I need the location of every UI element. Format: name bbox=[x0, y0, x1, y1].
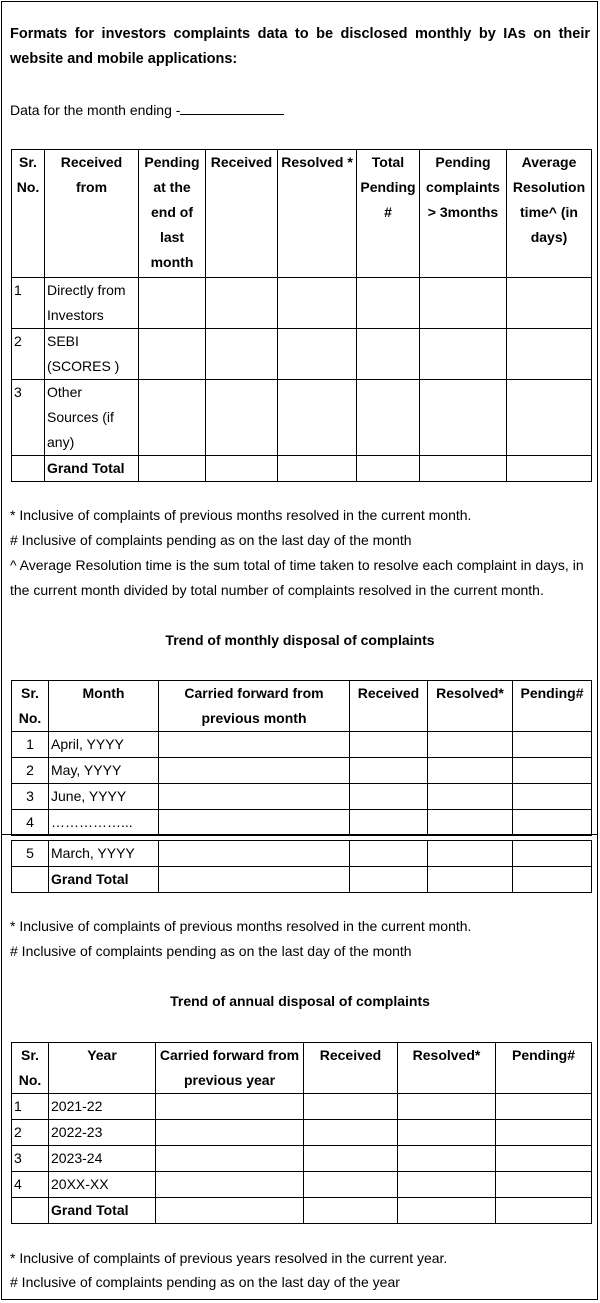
col-header: Carried forward from previous month bbox=[159, 681, 350, 732]
empty-cell bbox=[357, 456, 420, 482]
empty-cell bbox=[350, 758, 428, 784]
empty-cell bbox=[496, 1120, 592, 1146]
footnote: ^ Average Resolution time is the sum total of time taken to resolve each complaint in days, in the current month divided by total number of complaints resolved in the current month. bbox=[10, 557, 584, 598]
col-header: Month bbox=[49, 681, 159, 732]
col-header: Pending at the end of last month bbox=[139, 150, 206, 278]
empty-cell bbox=[206, 456, 278, 482]
col-header: Received from bbox=[45, 150, 139, 278]
sr-cell: 3 bbox=[12, 380, 45, 456]
empty-cell bbox=[156, 1120, 304, 1146]
footnote: # Inclusive of complaints pending as on the last day of the month bbox=[10, 943, 412, 959]
empty-cell bbox=[139, 456, 206, 482]
footnote: * Inclusive of complaints of previous months resolved in the current month. bbox=[10, 918, 472, 934]
col-header: Sr. No. bbox=[12, 150, 45, 278]
table-row bbox=[12, 329, 592, 380]
empty-cell bbox=[428, 810, 513, 836]
empty-cell bbox=[350, 841, 428, 867]
source-cell: SEBI (SCORES ) bbox=[45, 329, 139, 380]
month-cell: ……………... bbox=[49, 810, 159, 836]
empty-cell bbox=[159, 841, 350, 867]
empty-cell bbox=[350, 732, 428, 758]
empty-cell bbox=[278, 278, 357, 329]
col-header: Sr. No. bbox=[12, 681, 49, 732]
empty-cell bbox=[513, 784, 592, 810]
empty-cell bbox=[159, 810, 350, 836]
col-header: Received bbox=[206, 150, 278, 278]
col-header: Total Pending # bbox=[357, 150, 420, 278]
footnote: # Inclusive of complaints pending as on the last day of the year bbox=[10, 1274, 400, 1290]
month-cell: May, YYYY bbox=[49, 758, 159, 784]
empty-cell bbox=[278, 380, 357, 456]
empty-cell bbox=[156, 1198, 304, 1224]
empty-cell bbox=[206, 278, 278, 329]
sr-cell: 2 bbox=[12, 329, 45, 380]
empty-cell bbox=[507, 329, 592, 380]
table-row bbox=[12, 380, 592, 456]
empty-cell bbox=[428, 841, 513, 867]
table-row bbox=[12, 1172, 592, 1198]
empty-cell bbox=[398, 1120, 496, 1146]
empty-cell bbox=[513, 867, 592, 893]
empty-cell bbox=[496, 1198, 592, 1224]
empty-cell bbox=[496, 1146, 592, 1172]
empty-cell bbox=[156, 1146, 304, 1172]
source-cell: Other Sources (if any) bbox=[45, 380, 139, 456]
col-header: Resolved * bbox=[278, 150, 357, 278]
document-heading: Formats for investors complaints data to be disclosed monthly by IAs on their website and mobile applications: bbox=[10, 26, 590, 67]
empty-cell bbox=[420, 278, 507, 329]
empty-cell bbox=[156, 1094, 304, 1120]
sr-cell bbox=[12, 867, 49, 893]
empty-cell bbox=[428, 758, 513, 784]
sr-cell bbox=[12, 456, 45, 482]
year-cell: 2023-24 bbox=[49, 1146, 156, 1172]
month-cell: March, YYYY bbox=[49, 841, 159, 867]
table-row bbox=[12, 784, 592, 810]
empty-cell bbox=[513, 758, 592, 784]
sr-cell: 1 bbox=[12, 732, 49, 758]
empty-cell bbox=[357, 278, 420, 329]
empty-cell bbox=[304, 1120, 398, 1146]
sr-cell: 1 bbox=[12, 1094, 49, 1120]
footnote: * Inclusive of complaints of previous years resolved in the current year. bbox=[10, 1250, 448, 1266]
col-header: Received bbox=[304, 1043, 398, 1094]
grand-total-label: Grand Total bbox=[45, 456, 139, 482]
empty-cell bbox=[278, 329, 357, 380]
month-ending-blank bbox=[180, 102, 284, 115]
monthly-trend-table-continued bbox=[11, 840, 592, 893]
empty-cell bbox=[350, 810, 428, 836]
table-row bbox=[12, 758, 592, 784]
footnote: * Inclusive of complaints of previous months resolved in the current month. bbox=[10, 507, 472, 523]
table-header-row bbox=[12, 1043, 592, 1094]
empty-cell bbox=[513, 732, 592, 758]
col-header: Year bbox=[49, 1043, 156, 1094]
sr-cell bbox=[12, 1198, 49, 1224]
empty-cell bbox=[357, 329, 420, 380]
table-row bbox=[12, 1146, 592, 1172]
empty-cell bbox=[428, 867, 513, 893]
sr-cell: 3 bbox=[12, 1146, 49, 1172]
sr-cell: 3 bbox=[12, 784, 49, 810]
table-header-row bbox=[12, 150, 592, 278]
grand-total-label: Grand Total bbox=[49, 1198, 156, 1224]
sr-cell: 4 bbox=[12, 1172, 49, 1198]
col-header: Carried forward from previous year bbox=[156, 1043, 304, 1094]
sr-cell: 4 bbox=[12, 810, 49, 836]
sr-cell: 1 bbox=[12, 278, 45, 329]
grand-total-label: Grand Total bbox=[49, 867, 159, 893]
month-ending-label: Data for the month ending - bbox=[10, 102, 181, 118]
empty-cell bbox=[398, 1172, 496, 1198]
table-row bbox=[12, 841, 592, 867]
col-header: Pending complaints > 3months bbox=[420, 150, 507, 278]
year-cell: 2022-23 bbox=[49, 1120, 156, 1146]
empty-cell bbox=[420, 329, 507, 380]
empty-cell bbox=[350, 867, 428, 893]
empty-cell bbox=[513, 810, 592, 836]
footnote: # Inclusive of complaints pending as on the last day of the month bbox=[10, 532, 412, 548]
grand-total-row bbox=[12, 867, 592, 893]
table-row bbox=[12, 1120, 592, 1146]
empty-cell bbox=[398, 1094, 496, 1120]
month-ending-line bbox=[10, 99, 284, 121]
empty-cell bbox=[428, 732, 513, 758]
empty-cell bbox=[159, 758, 350, 784]
grand-total-row bbox=[12, 1198, 592, 1224]
col-header: Pending# bbox=[496, 1043, 592, 1094]
table-row bbox=[12, 732, 592, 758]
col-header: Resolved* bbox=[428, 681, 513, 732]
empty-cell bbox=[350, 784, 428, 810]
empty-cell bbox=[139, 278, 206, 329]
annual-trend-table bbox=[11, 1042, 592, 1224]
table-break-line bbox=[2, 834, 598, 835]
empty-cell bbox=[304, 1146, 398, 1172]
col-header: Average Resolution time^ (in days) bbox=[507, 150, 592, 278]
empty-cell bbox=[357, 380, 420, 456]
monthly-trend-table bbox=[11, 680, 592, 836]
empty-cell bbox=[398, 1198, 496, 1224]
empty-cell bbox=[420, 380, 507, 456]
table-row bbox=[12, 810, 592, 836]
empty-cell bbox=[139, 380, 206, 456]
sr-cell: 2 bbox=[12, 1120, 49, 1146]
table-row bbox=[12, 278, 592, 329]
empty-cell bbox=[304, 1172, 398, 1198]
col-header: Resolved* bbox=[398, 1043, 496, 1094]
empty-cell bbox=[420, 456, 507, 482]
complaints-table bbox=[11, 149, 592, 482]
year-cell: 20XX-XX bbox=[49, 1172, 156, 1198]
empty-cell bbox=[496, 1172, 592, 1198]
grand-total-row bbox=[12, 456, 592, 482]
month-cell: April, YYYY bbox=[49, 732, 159, 758]
empty-cell bbox=[206, 329, 278, 380]
empty-cell bbox=[496, 1094, 592, 1120]
col-header: Sr. No. bbox=[12, 1043, 49, 1094]
section-title: Trend of monthly disposal of complaints bbox=[165, 632, 435, 648]
empty-cell bbox=[156, 1172, 304, 1198]
sr-cell: 2 bbox=[12, 758, 49, 784]
col-header: Pending# bbox=[513, 681, 592, 732]
source-cell: Directly from Investors bbox=[45, 278, 139, 329]
empty-cell bbox=[278, 456, 357, 482]
sr-cell: 5 bbox=[12, 841, 49, 867]
table-header-row bbox=[12, 681, 592, 732]
empty-cell bbox=[507, 456, 592, 482]
empty-cell bbox=[513, 841, 592, 867]
empty-cell bbox=[159, 784, 350, 810]
empty-cell bbox=[139, 329, 206, 380]
empty-cell bbox=[507, 380, 592, 456]
empty-cell bbox=[304, 1198, 398, 1224]
empty-cell bbox=[206, 380, 278, 456]
empty-cell bbox=[304, 1094, 398, 1120]
empty-cell bbox=[398, 1146, 496, 1172]
year-cell: 2021-22 bbox=[49, 1094, 156, 1120]
table-row bbox=[12, 1094, 592, 1120]
empty-cell bbox=[159, 732, 350, 758]
section-title: Trend of annual disposal of complaints bbox=[170, 993, 430, 1009]
empty-cell bbox=[428, 784, 513, 810]
col-header: Received bbox=[350, 681, 428, 732]
empty-cell bbox=[159, 867, 350, 893]
month-cell: June, YYYY bbox=[49, 784, 159, 810]
empty-cell bbox=[507, 278, 592, 329]
